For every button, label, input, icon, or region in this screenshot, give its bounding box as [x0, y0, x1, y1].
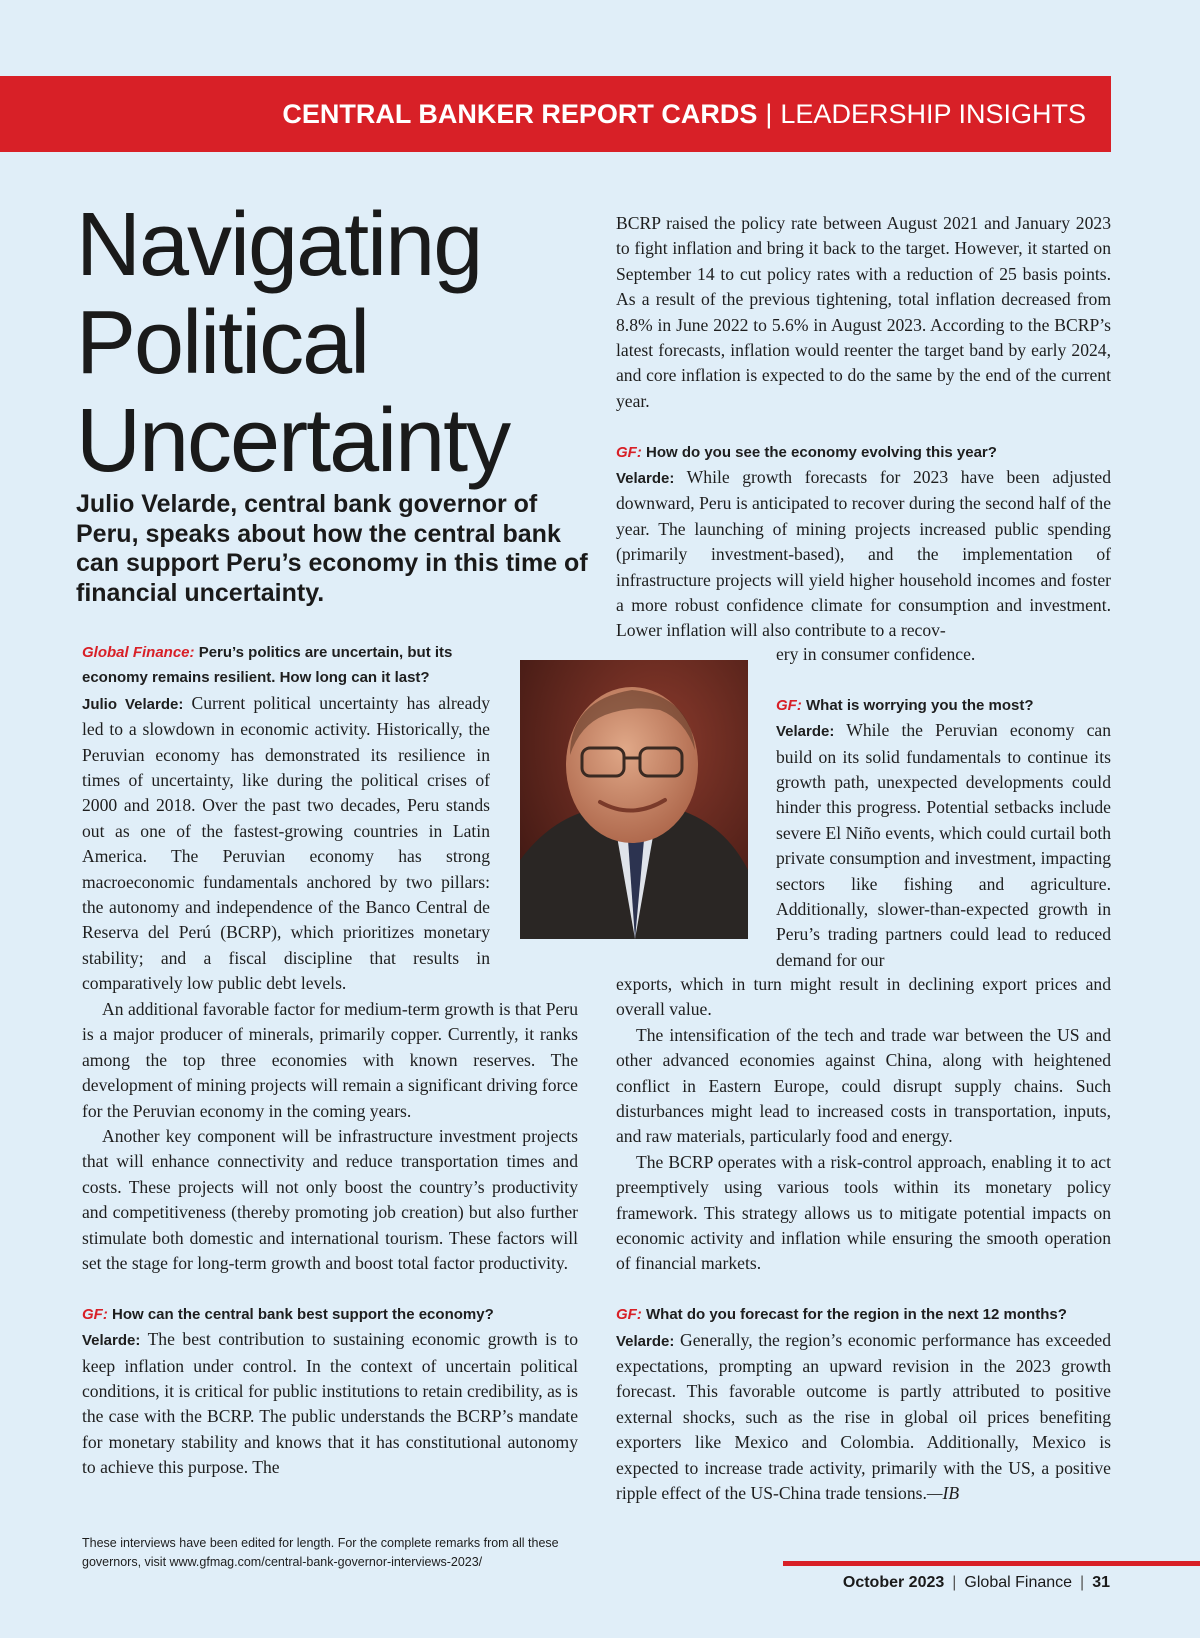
footnote: These interviews have been edited for length. For the complete remarks from all these governors, visit www.gfmag.com/central-bank-governor-interviews-2023/ — [82, 1536, 559, 1569]
answer-paragraph — [82, 1327, 578, 1480]
answer-paragraph — [82, 691, 490, 997]
speaker-label: Velarde: — [616, 470, 675, 488]
answer-paragraph: The intensification of the tech and trade war between the US and other advanced economies against China, along with heightened conflict in Eastern Europe, could disrupt supply chains. Such disturbances might lead to increased costs in transportation, inputs, and raw materials, particularly food and energy. — [616, 1024, 1111, 1147]
page-footer: October 2023 | Global Finance | 31 — [842, 1574, 1110, 1591]
question-4 — [776, 693, 1111, 718]
question-text: Peru’s politics are uncertain, but its economy remains resilient. How long can it last? — [82, 644, 453, 687]
answer-text: While the Peruvian economy can build on its solid fundamentals to continue its growth path, unexpected developments could hinder this progress. Potential setbacks include severe El Niño events, which could curtail both private consumption and investment, impacting sectors like fishing and agriculture. Additionally, slower-than-expected growth in Peru’s trading partners could lead to reduced demand for our — [776, 720, 1111, 970]
answer-paragraph: BCRP raised the policy rate between August 2021 and January 2023 to fight inflation and bring it back to the target. However, it started on September 14 to cut policy rates with a reduction of 25 basis points. As a result of the previous tightening, total inflation decreased from 8.8% in June 2022 to 5.6% in August 2023. According to the BCRP’s latest forecasts, inflation would reenter the target band by early 2024, and core inflation is expected to do the same by the end of the current year. — [616, 213, 1111, 411]
answer-text: The best contribution to sustaining economic growth is to keep inflation under control. In the context of uncertain political conditions, it is critical for public institutions to retain credibility, as is the case with the BCRP. The public understands the BCRP’s mandate for monetary stability and knows that it has constitutional autonomy to achieve this purpose. The — [82, 1329, 578, 1478]
footer-rule — [783, 1561, 1200, 1566]
interviewer-tag: GF: — [616, 443, 642, 461]
answer-continuation: ery in consumer confidence. — [776, 644, 976, 664]
answer-text: Generally, the region’s economic performance has exceeded expectations, prompting an upward revision in the 2023 growth forecast. This favorable outcome is partly attributed to positive external shocks, such as the rise in global oil prices benefiting exporters like Mexico and Colombia. Additionally, Mexico is expected to increase trade activity, primarily with the US, a positive ripple effect of the US-China trade tensions. — [616, 1329, 1111, 1504]
right-column-top — [616, 211, 1111, 644]
article-title — [76, 196, 509, 490]
answer-text: Current political uncertainty has already led to a slowdown in economic activity. Historically, the Peruvian economy has demonstrated its resilience in times of uncertainty, like during the political crises of 2000 and 2018. Over the past two decades, Peru stands out as one of the fastest-growing countries in Latin America. The Peruvian economy has strong macroeconomic fundamentals anchored by two pillars: the autonomy and independence of the Banco Central de Reserva del Perú (BCRP), which prioritizes monetary stability; and a fiscal discipline that results in comparatively low public debt levels. — [82, 692, 490, 994]
speaker-label: Velarde: — [776, 723, 835, 741]
question-2 — [82, 1302, 578, 1327]
title-line: Political — [76, 293, 369, 393]
answer-paragraph: An additional favorable factor for medium-term growth is that Peru is a major producer of minerals, primarily copper. Currently, it ranks among the top three economies with known reserves. The development of mining projects will remain a significant driving force for the Peruvian economy in the coming years. — [82, 999, 578, 1121]
page-number: 31 — [1092, 1574, 1110, 1591]
answer-paragraph: The BCRP operates with a risk-control approach, enabling it to act preemptively using various tools within its monetary policy framework. This strategy allows us to mitigate potential impacts on economic activity and inflation while ensuring the smooth operation of financial markets. — [616, 1151, 1111, 1274]
interviewer-tag: GF: — [82, 1305, 108, 1323]
right-column-middle — [776, 642, 1111, 973]
question-text: What do you forecast for the region in the next 12 months? — [646, 1306, 1067, 1324]
title-line: Navigating — [76, 195, 482, 295]
portrait-photo — [520, 660, 748, 939]
question-text: What is worrying you the most? — [806, 696, 1034, 714]
answer-paragraph: exports, which in turn might result in declining export prices and overall value. — [616, 974, 1111, 1020]
answer-paragraph — [776, 718, 1111, 973]
question-3 — [616, 440, 1111, 465]
speaker-label: Velarde: — [616, 1332, 675, 1350]
left-column-top — [82, 640, 490, 997]
answer-paragraph — [616, 465, 1111, 644]
banner-separator: | — [765, 98, 773, 129]
speaker-label: Julio Velarde: — [82, 695, 184, 713]
answer-paragraph — [616, 1328, 1111, 1507]
interviewer-tag: Global Finance: — [82, 644, 195, 661]
interviewer-tag: GF: — [776, 696, 802, 714]
right-column-bottom — [616, 972, 1111, 1507]
answer-paragraph: Another key component will be infrastructure investment projects that will enhance connectivity and reduce transportation times and costs. These projects will not only boost the country’s productivity and competitiveness (thereby promoting job creation) but also further stimulate both domestic and international tourism. These factors will set the stage for long-term growth and boost total factor productivity. — [82, 1126, 578, 1274]
speaker-label: Velarde: — [82, 1332, 141, 1350]
portrait-illustration — [520, 660, 748, 939]
banner-section: CENTRAL BANKER REPORT CARDS — [282, 98, 758, 129]
question-5 — [616, 1302, 1111, 1327]
article-subtitle: Julio Velarde, central bank governor of Peru, speaks about how the central bank can support Peru’s economy in this time of financial uncertainty. — [76, 490, 588, 607]
section-banner — [0, 76, 1111, 152]
interviewer-tag: GF: — [616, 1306, 642, 1324]
banner-subsection: LEADERSHIP INSIGHTS — [780, 98, 1086, 129]
question-text: How can the central bank best support the economy? — [112, 1305, 494, 1323]
question-1 — [82, 640, 490, 691]
left-column-bottom — [82, 997, 578, 1481]
answer-text: While growth forecasts for 2023 have been adjusted downward, Peru is anticipated to recover during the second half of the year. The launching of mining projects increased public spending (primarily investment-based), and the implementation of infrastructure projects will yield higher household incomes and foster a more robust confidence climate for consumption and investment. Lower inflation will also contribute to a recov- — [616, 467, 1111, 641]
question-text: How do you see the economy evolving this year? — [646, 443, 997, 461]
issue-date: October 2023 — [842, 1574, 945, 1591]
publication-name: Global Finance — [964, 1574, 1073, 1591]
byline: —IB — [926, 1483, 960, 1504]
title-line: Uncertainty — [76, 391, 510, 491]
